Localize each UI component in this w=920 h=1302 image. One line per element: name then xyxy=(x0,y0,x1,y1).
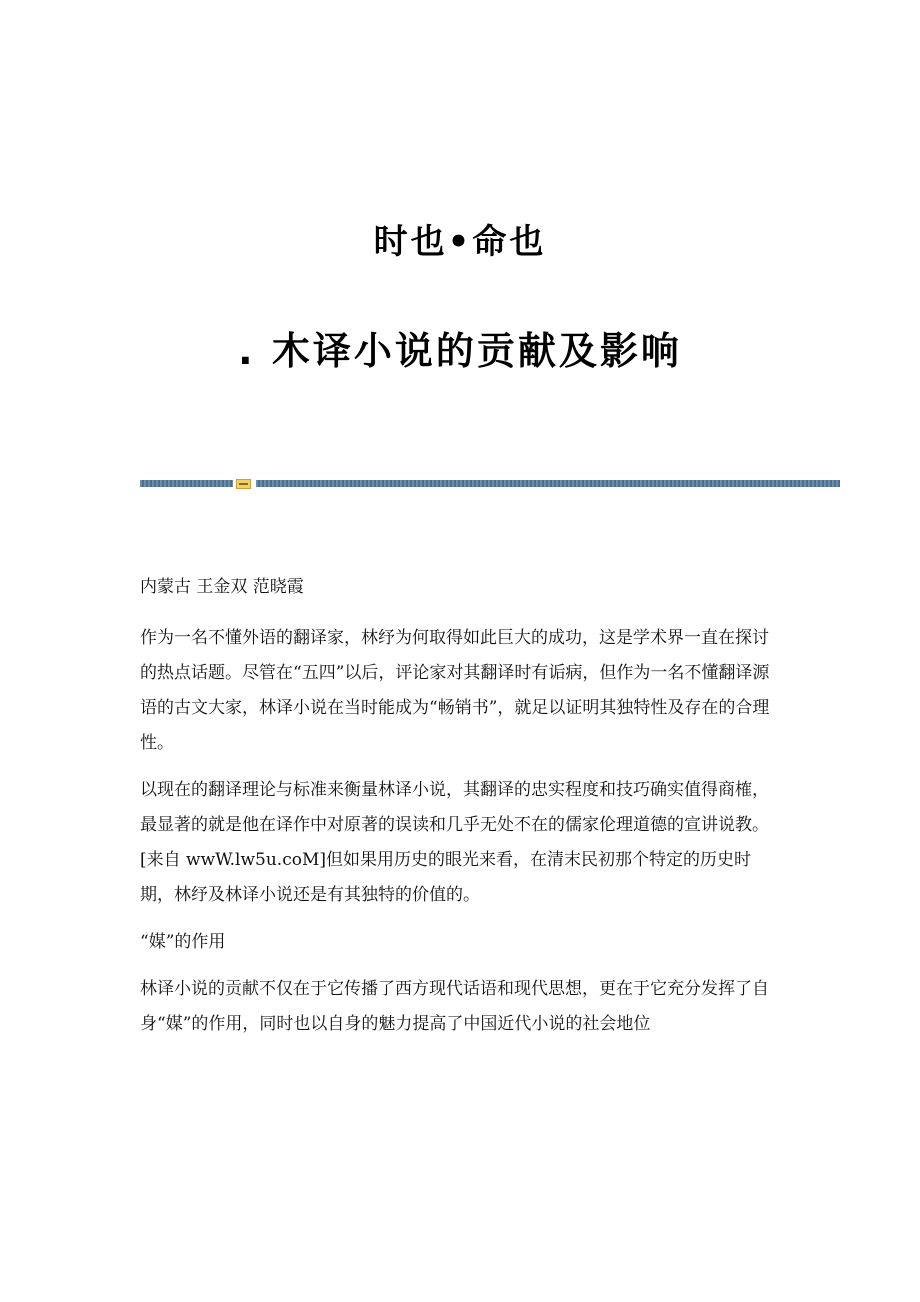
paragraph-2: 以现在的翻译理论与标准来衡量林译小说，其翻译的忠实程度和技巧确实值得商榷，最显著的就是他在译作中对原著的误读和几乎无处不在的儒家伦理道德的宣讲说教。[来自 wwW.lw5u.coM]但如果用历史的眼光来看，在清末民初那个特定的历史时期，林纾及林译小说还是有其独特的价值的。 xyxy=(140,780,769,905)
document-title-line-2: . 木译小说的贡献及影响 xyxy=(238,329,682,373)
paragraph-3: 林译小说的贡献不仅在于它传播了西方现代话语和现代思想，更在于它充分发挥了自身“媒”的作用，同时也以自身的魅力提高了中国近代小说的社会地位 xyxy=(140,979,769,1034)
document-title-line-1: 时也•命也 xyxy=(373,222,547,262)
divider-bar-left xyxy=(140,480,233,487)
divider-bar-right xyxy=(256,480,840,487)
section-heading: “媒”的作用 xyxy=(140,932,226,952)
divider-ornament-icon xyxy=(236,479,251,489)
author-line: 内蒙古 王金双 范晓霞 xyxy=(140,577,304,597)
document-body xyxy=(140,570,780,1054)
title-divider xyxy=(140,479,840,489)
paragraph-1: 作为一名不懂外语的翻译家，林纾为何取得如此巨大的成功，这是学术界一直在探讨的热点话题。尽管在“五四”以后，评论家对其翻译时有诟病，但作为一名不懂翻译源语的古文大家，林译小说在当时能成为“畅销书”，就足以证明其独特性及存在的合理性。 xyxy=(140,628,770,753)
